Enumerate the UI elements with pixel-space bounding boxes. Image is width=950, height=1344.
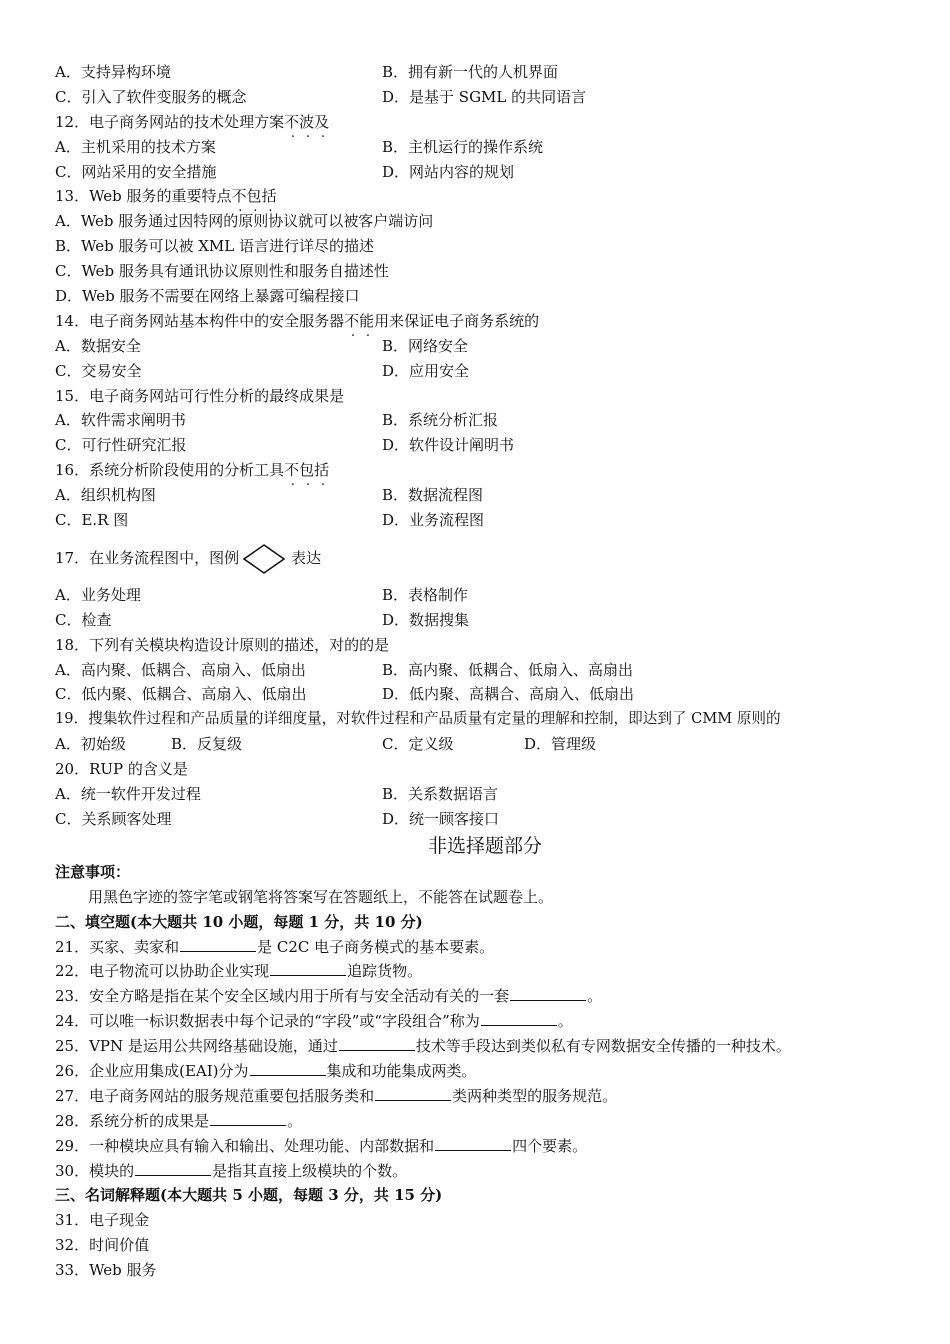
- q19-option-a: A．初始级: [55, 735, 126, 754]
- term-question: 31．电子现金: [55, 1211, 150, 1230]
- q13-option-c: C．Web 服务具有通讯协议原则性和服务自描述性: [55, 262, 389, 281]
- q18-option-b: B．高内聚、低耦合、低扇入、高扇出: [382, 660, 634, 679]
- q14-stem: 14．电子商务网站基本构件中的安全服务器不能用来保证电子商务系统的: [55, 311, 540, 330]
- q16-option-a: A．组织机构图: [55, 486, 156, 505]
- term-question: 33．Web 服务: [55, 1261, 157, 1280]
- q13-stem: 13．Web 服务的重要特点不包括: [55, 187, 277, 206]
- q16-row2: [55, 508, 915, 533]
- q20-row1: [55, 782, 915, 807]
- q12-stem: 12．电子商务网站的技术处理方案不波及: [55, 112, 330, 131]
- fill-question: 24．可以唯一标识数据表中每个记录的“字段”或“字段组合”称为 。: [55, 1012, 573, 1031]
- q20-option-b: B．关系数据语言: [382, 785, 499, 804]
- part2-heading: 二、填空题(本大题共 10 小题，每题 1 分，共 10 分): [55, 912, 423, 931]
- answer-blank: [375, 1086, 451, 1101]
- q17-row1: [55, 583, 915, 608]
- fill-blank-list: [55, 935, 915, 1184]
- fill-question: 29．一种模块应具有输入和输出、处理功能、内部数据和 四个要素。: [55, 1136, 588, 1155]
- answer-blank: [210, 1111, 286, 1126]
- term-list: [55, 1208, 915, 1283]
- fill-question: 30．模块的 是指其直接上级模块的个数。: [55, 1161, 408, 1180]
- fill-question: 21．买家、卖家和 是 C2C 电子商务模式的基本要素。: [55, 937, 495, 956]
- q15-row2: [55, 433, 915, 458]
- q18-row1: [55, 658, 915, 683]
- term-question: 32．时间价值: [55, 1236, 150, 1255]
- q15-option-d: D．软件设计阐明书: [382, 436, 515, 455]
- q19-option-d: D．管理级: [524, 735, 597, 754]
- q19-option-c: C．定义级: [382, 735, 454, 754]
- fill-question: 25．VPN 是运用公共网络基础设施，通过 技术等手段达到类似私有专网数据安全传播的一种技术。: [55, 1037, 791, 1056]
- q17-option-b: B．表格制作: [382, 585, 469, 604]
- q20-option-d: D．统一顾客接口: [382, 809, 500, 828]
- q20-row2: [55, 807, 915, 832]
- q17-option-d: D．数据搜集: [382, 610, 470, 629]
- q17-stem: 17．在业务流程图中，图例 表达: [55, 533, 915, 583]
- q11-row1: [55, 60, 915, 85]
- diamond-symbol-icon: [243, 544, 285, 574]
- q14-option-c: C．交易安全: [55, 361, 142, 380]
- q19-stem: 19．搜集软件过程和产品质量的详细度量，对软件过程和产品质量有定量的理解和控制，即达到了 CMM 原则的: [55, 710, 781, 728]
- q14-option-d: D．应用安全: [382, 361, 470, 380]
- notice-title: 注意事项：: [55, 862, 131, 881]
- q14-option-a: A．数据安全: [55, 336, 141, 355]
- q15-option-c: C．可行性研究汇报: [55, 436, 187, 455]
- fill-question: 28．系统分析的成果是 。: [55, 1111, 303, 1130]
- q15-option-a: A．软件需求阐明书: [55, 411, 186, 430]
- q15-row1: [55, 408, 915, 433]
- fill-question: 22．电子物流可以协助企业实现 追踪货物。: [55, 962, 423, 981]
- fill-question: 27．电子商务网站的服务规范重要包括服务类和 类两种类型的服务规范。: [55, 1086, 618, 1105]
- q11-option-b: B．拥有新一代的人机界面: [382, 63, 559, 81]
- q16-option-d: D．业务流程图: [382, 511, 485, 530]
- q17-row2: [55, 608, 915, 633]
- q11-option-c: C．引入了软件变服务的概念: [55, 87, 247, 106]
- q20-option-c: C．关系顾客处理: [55, 809, 172, 828]
- q11-option-a: A．支持异构环境: [55, 63, 171, 81]
- q18-option-c: C．低内聚、低耦合、高扇入、低扇出: [55, 685, 307, 704]
- q16-option-b: B．数据流程图: [382, 486, 484, 505]
- q17-option-a: A．业务处理: [55, 585, 141, 604]
- answer-blank: [270, 961, 346, 976]
- q19-option-b: B．反复级: [171, 735, 243, 754]
- part3-heading: 三、名词解释题(本大题共 5 小题，每题 3 分，共 15 分): [55, 1186, 443, 1205]
- q12-option-a: A．主机采用的技术方案: [55, 137, 216, 156]
- q18-stem: 18．下列有关模块构造设计原则的描述，对的的是: [55, 635, 390, 654]
- section-title: 非选择题部分: [427, 834, 542, 857]
- q12-row2: [55, 160, 915, 185]
- q17-option-c: C．检查: [55, 610, 112, 629]
- q16-stem: 16．系统分析阶段使用的分析工具不包括: [55, 461, 330, 480]
- q14-row2: [55, 359, 915, 384]
- answer-blank: [435, 1136, 511, 1151]
- q16-option-c: C．E.R 图: [55, 511, 129, 530]
- q11-option-d: D．是基于 SGML 的共同语言: [382, 87, 587, 106]
- fill-question: 26．企业应用集成(EAI)分为 集成和功能集成两类。: [55, 1061, 477, 1080]
- q18-option-d: D．低内聚、高耦合、高扇入、低扇出: [382, 685, 635, 704]
- notice-body: 用黑色字迹的签字笔或钢笔将答案写在答题纸上，不能答在试题卷上。: [88, 887, 554, 906]
- q20-option-a: A．统一软件开发过程: [55, 785, 201, 804]
- q12-option-d: D．网站内容的规划: [382, 162, 515, 181]
- answer-blank: [250, 1061, 326, 1076]
- q13-option-d: D．Web 服务不需要在网络上暴露可编程接口: [55, 287, 360, 306]
- q14-row1: [55, 334, 915, 359]
- answer-blank: [481, 1011, 557, 1026]
- answer-blank: [510, 986, 586, 1001]
- q19-row: [55, 732, 915, 757]
- q12-row1: [55, 135, 915, 160]
- q14-option-b: B．网络安全: [382, 336, 469, 355]
- fill-question: 23．安全方略是指在某个安全区域内用于所有与安全活动有关的一套 。: [55, 987, 603, 1006]
- q18-option-a: A．高内聚、低耦合、高扇入、低扇出: [55, 660, 306, 679]
- q13-option-b: B．Web 服务可以被 XML 语言进行详尽的描述: [55, 237, 375, 256]
- q20-stem: 20．RUP 的含义是: [55, 760, 188, 779]
- q12-option-b: B．主机运行的操作系统: [382, 137, 544, 156]
- exam-page: [55, 60, 915, 1283]
- q15-stem: 15．电子商务网站可行性分析的最终成果是: [55, 386, 345, 405]
- answer-blank: [180, 937, 256, 952]
- q12-option-c: C．网站采用的安全措施: [55, 162, 217, 181]
- q13-option-a: A．Web 服务通过因特网的原则协议就可以被客户端访问: [55, 212, 434, 231]
- answer-blank: [339, 1036, 415, 1051]
- q18-row2: [55, 682, 915, 707]
- answer-blank: [135, 1161, 211, 1176]
- q15-option-b: B．系统分析汇报: [382, 411, 499, 430]
- q11-row2: [55, 85, 915, 110]
- q16-row1: [55, 483, 915, 508]
